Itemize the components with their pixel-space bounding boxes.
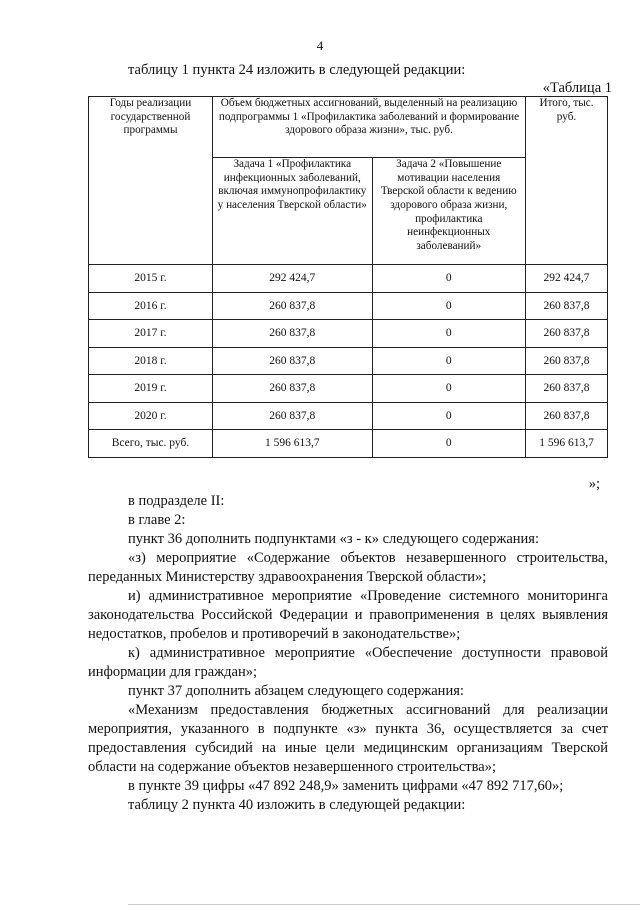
cell-total: 260 837,8 [526,402,608,430]
paragraph: таблицу 2 пункта 40 изложить в следующей редакции: [128,797,466,813]
cell-total: 260 837,8 [526,347,608,375]
cell-task1: 1 596 613,7 [213,430,373,458]
cell-total: 260 837,8 [526,292,608,320]
cell-year: Всего, тыс. руб. [89,430,213,458]
paragraph: в пункте 39 цифры «47 892 248,9» заменить цифрами «47 892 717,60»; [128,778,564,794]
table-row [89,402,608,430]
table-row [89,292,608,320]
closing-quote: »; [588,476,600,492]
cell-task1: 260 837,8 [213,347,373,375]
intro-text: таблицу 1 пункта 24 изложить в следующей редакции: [128,62,466,78]
cell-year: 2020 г. [89,402,213,430]
col-header-total: Итого, тыс. руб. [526,97,608,265]
cell-task2: 0 [372,292,526,320]
cell-task1: 260 837,8 [213,320,373,348]
cell-year: 2015 г. [89,265,213,293]
cell-task1: 292 424,7 [213,265,373,293]
cell-task1: 260 837,8 [213,292,373,320]
cell-task2: 0 [372,347,526,375]
cell-total: 260 837,8 [526,375,608,403]
cell-total: 292 424,7 [526,265,608,293]
table-row [89,347,608,375]
col-header-task2: Задача 2 «Повышение мотивации населения Тверской области к ведению здорового образа жизни, профилактика неинфекционных заболеваний» [372,158,526,265]
paragraph: пункт 36 дополнить подпунктами «з - к» следующего содержания: [128,531,540,547]
paragraph: в главе 2: [128,512,186,528]
cell-task2: 0 [372,430,526,458]
cell-total: 260 837,8 [526,320,608,348]
document-body [88,492,608,815]
page-number: 4 [316,38,324,53]
table-row [89,320,608,348]
paragraph: к) административное мероприятие «Обеспечение доступности правовой информации для граждан»; [88,645,608,680]
cell-year: 2018 г. [89,347,213,375]
cell-year: 2016 г. [89,292,213,320]
cell-year: 2017 г. [89,320,213,348]
cell-task1: 260 837,8 [213,375,373,403]
table-caption: «Таблица 1 [542,80,612,96]
col-header-task1: Задача 1 «Профилактика инфекционных заболеваний, включая иммунопрофилактику у населения Тверской области» [213,158,373,265]
paragraph: «з) мероприятие «Содержание объектов незавершенного строительства, переданных Министерству здравоохранения Тверской области»; [88,550,608,585]
table-row [89,265,608,293]
paragraph: «Механизм предоставления бюджетных ассигнований для реализации мероприятия, указанного в подпункте «з» пункта 36, осуществляется за счет предоставления субсидий на иные цели медицинским организациям Тверской области на содержание объектов незавершенного строительства»; [88,702,608,775]
col-header-year: Годы реализации государственной программы [89,97,213,265]
cell-task2: 0 [372,320,526,348]
budget-table [88,96,608,458]
cell-year: 2019 г. [89,375,213,403]
table-row [89,375,608,403]
paragraph: и) административное мероприятие «Проведение системного мониторинга законодательства Российской Федерации и правоприменения в целях выявления недостатков, пробелов и противоречий в законодательстве»; [88,588,608,642]
paragraph: в подразделе II: [128,493,225,509]
table-row-total [89,430,608,458]
cell-task2: 0 [372,375,526,403]
paragraph: пункт 37 дополнить абзацем следующего содержания: [128,683,464,699]
col-header-main: Объем бюджетных ассигнований, выделенный на реализацию подпрограммы 1 «Профилактика заболеваний и формирование здорового образа жизни», тыс. руб. [213,97,526,158]
cell-task2: 0 [372,402,526,430]
cell-total: 1 596 613,7 [526,430,608,458]
cell-task1: 260 837,8 [213,402,373,430]
cell-task2: 0 [372,265,526,293]
